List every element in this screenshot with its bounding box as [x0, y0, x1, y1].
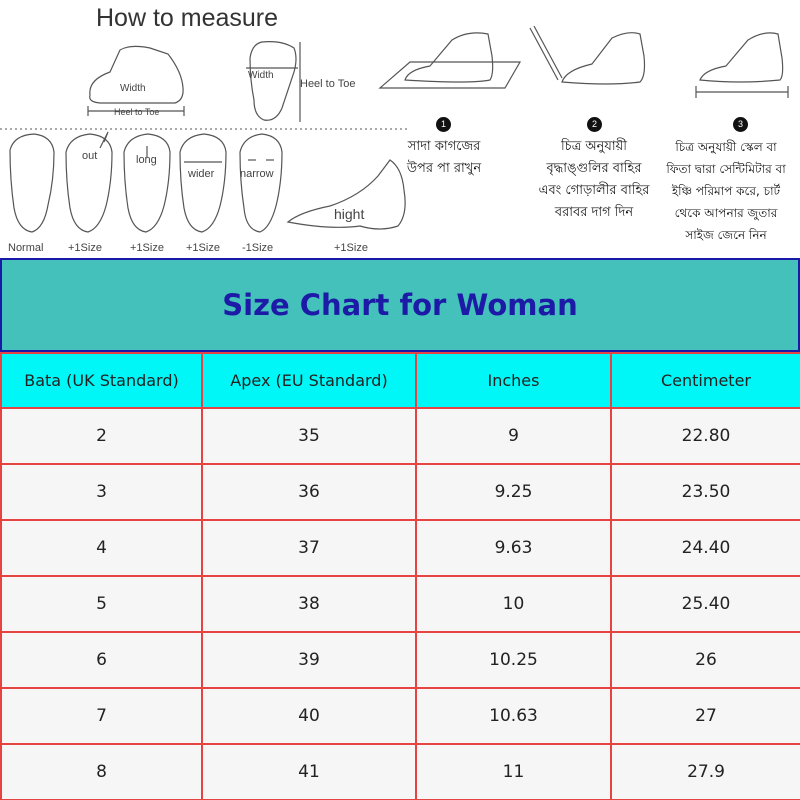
column-header: Inches: [416, 353, 611, 408]
foot-type-caption: +1Size: [186, 242, 220, 254]
table-row: [1, 520, 800, 576]
step-text-line: উপর পা রাখুন: [406, 161, 482, 176]
foot-normal-icon: [10, 134, 54, 232]
step-text-line: ফিতা দ্বারা সেন্টিমিটার বা: [666, 162, 786, 176]
table-cell: 36: [202, 464, 416, 520]
step-text-line: ইঞ্চি পরিমাপ করে, চার্ট: [671, 184, 781, 198]
column-header: Centimeter: [611, 353, 800, 408]
table-row: [1, 744, 800, 800]
table-cell: 8: [1, 744, 202, 800]
measure-guide: [0, 0, 800, 258]
table-cell: 10.63: [416, 688, 611, 744]
table-cell: 37: [202, 520, 416, 576]
side-foot-icon: [90, 46, 183, 103]
table-row: [1, 408, 800, 464]
step-text-line: সাদা কাগজের: [407, 139, 481, 154]
table-cell: 9: [416, 408, 611, 464]
heel-to-toe-label: Heel to Toe: [114, 107, 160, 117]
table-cell: 40: [202, 688, 416, 744]
foot-type-caption: +1Size: [334, 242, 368, 254]
table-cell: 10: [416, 576, 611, 632]
table-cell: 4: [1, 520, 202, 576]
size-chart-banner: [0, 258, 800, 352]
foot-type-tag: out: [82, 150, 98, 162]
pencil-icon: [530, 28, 558, 80]
column-header: Apex (EU Standard): [202, 353, 416, 408]
step-1-number: 1: [436, 117, 451, 132]
table-cell: 11: [416, 744, 611, 800]
step-3-number: 3: [733, 117, 748, 132]
step-2-text: [514, 136, 674, 224]
foot-type-tag: wider: [188, 168, 215, 180]
step-text-line: বরাবর দাগ দিন: [554, 205, 634, 220]
table-row: [1, 688, 800, 744]
table-cell: 7: [1, 688, 202, 744]
foot-type-tag: long: [136, 154, 157, 166]
column-header: Bata (UK Standard): [1, 353, 202, 408]
table-cell: 38: [202, 576, 416, 632]
table-cell: 27.9: [611, 744, 800, 800]
size-chart-table: [0, 352, 800, 800]
foot-type-caption: -1Size: [242, 242, 274, 254]
foot-on-paper-icon: [380, 62, 520, 88]
table-cell: 25.40: [611, 576, 800, 632]
table-cell: 27: [611, 688, 800, 744]
table-row: [1, 576, 800, 632]
table-cell: 2: [1, 408, 202, 464]
table-cell: 26: [611, 632, 800, 688]
step-3-text: [652, 136, 800, 246]
table-cell: 5: [1, 576, 202, 632]
table-cell: 41: [202, 744, 416, 800]
size-chart-title: Size Chart for Woman: [222, 288, 578, 322]
foot-out-icon: [66, 134, 112, 232]
foot-narrow-icon: [240, 134, 282, 232]
table-cell: 23.50: [611, 464, 800, 520]
step-text-line: এবং গোড়ালীর বাহির: [538, 183, 650, 198]
table-cell: 10.25: [416, 632, 611, 688]
table-cell: 22.80: [611, 408, 800, 464]
step-text-line: চিত্র অনুযায়ী: [560, 139, 628, 154]
step-text-line: চিত্র অনুযায়ী স্কেল বা: [675, 140, 777, 154]
foot-wider-icon: [180, 134, 226, 232]
table-cell: 6: [1, 632, 202, 688]
table-cell: 24.40: [611, 520, 800, 576]
table-row: [1, 464, 800, 520]
table-cell: 39: [202, 632, 416, 688]
table-row: [1, 632, 800, 688]
foot-type-tag: narrow: [240, 168, 274, 180]
step-text-line: থেকে আপনার জুতার: [674, 206, 778, 220]
table-cell: 9.63: [416, 520, 611, 576]
guide-title: How to measure: [96, 4, 279, 32]
measured-foot-icon: [700, 33, 783, 82]
step-2-number: 2: [587, 117, 602, 132]
width-label: Width: [120, 83, 146, 94]
table-header-row: [1, 353, 800, 408]
sole-width-label: Width: [248, 70, 274, 81]
foot-type-caption: Normal: [8, 242, 44, 254]
step-1-text: [384, 136, 504, 180]
foot-type-caption: +1Size: [130, 242, 164, 254]
table-cell: 9.25: [416, 464, 611, 520]
foot-type-tag: hight: [334, 206, 365, 222]
table-cell: 35: [202, 408, 416, 464]
traced-foot-icon: [562, 33, 645, 84]
sole-heel-to-toe-label: Heel to Toe: [300, 78, 356, 90]
step-text-line: সাইজ জেনে নিন: [685, 228, 767, 242]
table-cell: 3: [1, 464, 202, 520]
step-text-line: বৃদ্ধাঙ্গুলির বাহির: [546, 161, 642, 176]
foot-type-caption: +1Size: [68, 242, 102, 254]
